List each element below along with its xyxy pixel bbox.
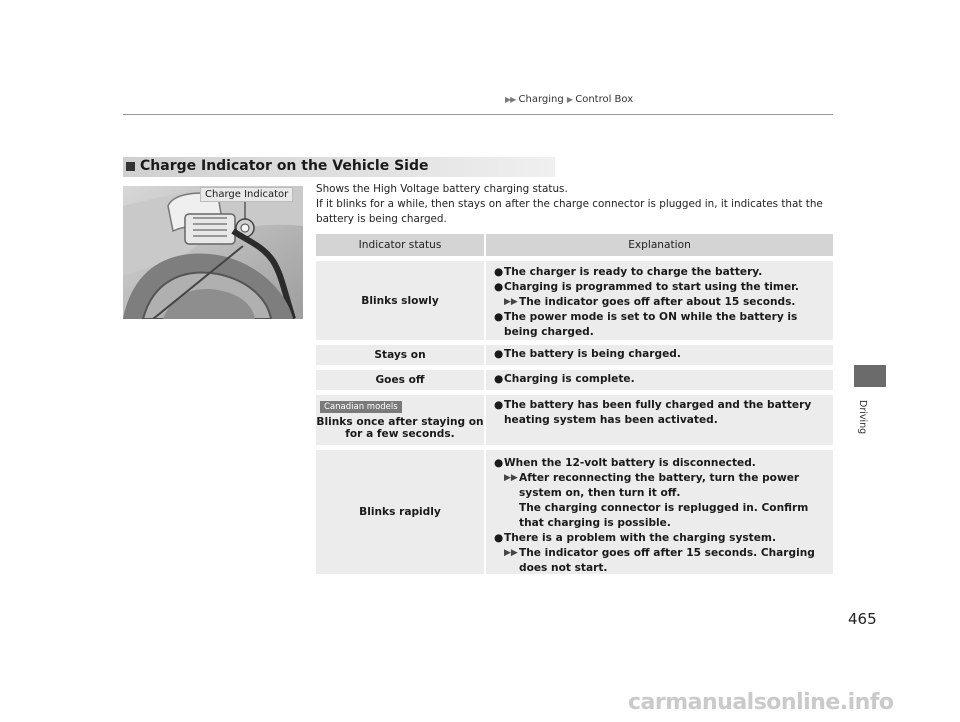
section-heading xyxy=(123,157,555,177)
row-status: Blinks slowly xyxy=(316,261,486,340)
sub-item-text: The indicator goes off after about 15 seconds. xyxy=(519,296,796,308)
arrow-icon: ▶▶ xyxy=(504,473,518,483)
header-indicator-status: Indicator status xyxy=(316,234,486,256)
bullet-icon: ● xyxy=(494,457,504,469)
item-text: The battery has been fully charged and the battery heating system has been activated. xyxy=(504,399,812,426)
table-row xyxy=(316,370,833,390)
sub-item xyxy=(494,471,827,501)
chapter-tab xyxy=(854,365,886,387)
arrow-icon: ▶▶ xyxy=(504,548,518,558)
row-explanation xyxy=(486,395,833,445)
row-status: Goes off xyxy=(316,370,486,390)
charge-port-illustration xyxy=(123,186,303,319)
chapter-label-text: Driving xyxy=(857,400,868,435)
header-rule xyxy=(123,114,833,115)
list-item xyxy=(494,456,827,471)
row-status: Blinks once after staying on for a few seconds. xyxy=(316,416,484,440)
sub-item-text: The indicator goes off after 15 seconds. Charging does not start. xyxy=(519,547,815,574)
item-text: The battery is being charged. xyxy=(504,348,681,360)
intro-text xyxy=(316,182,836,227)
row-explanation xyxy=(486,345,833,365)
table-row xyxy=(316,395,833,445)
item-text: There is a problem with the charging system. xyxy=(504,532,776,544)
bullet-icon: ● xyxy=(494,373,504,385)
section-square-icon xyxy=(126,162,135,171)
item-text: The charger is ready to charge the battery. xyxy=(504,266,763,278)
intro-line-2: If it blinks for a while, then stays on after the charge connector is plugged in, it indicates that the battery is being charged. xyxy=(316,198,823,225)
charge-port-photo xyxy=(123,186,303,319)
bullet-icon: ● xyxy=(494,532,504,544)
list-item xyxy=(494,310,827,340)
bullet-icon: ● xyxy=(494,348,504,360)
sub-item xyxy=(494,546,827,576)
breadcrumb-item-charging[interactable]: Charging xyxy=(518,94,564,105)
item-text: Charging is programmed to start using the timer. xyxy=(504,281,799,293)
indicator-table xyxy=(316,234,833,574)
list-item xyxy=(494,347,827,362)
sub-item-continuation: The charging connector is replugged in. Confirm that charging is possible. xyxy=(519,502,809,529)
section-title: Charge Indicator on the Vehicle Side xyxy=(140,158,429,174)
list-item xyxy=(494,398,827,428)
item-text: When the 12-volt battery is disconnected. xyxy=(504,457,756,469)
table-header-row xyxy=(316,234,833,256)
intro-line-1: Shows the High Voltage battery charging status. xyxy=(316,183,568,195)
item-text: The power mode is set to ON while the battery is being charged. xyxy=(504,311,798,338)
row-explanation xyxy=(486,261,833,340)
chapter-label xyxy=(848,400,888,440)
photo-callout-label: Charge Indicator xyxy=(200,187,293,202)
list-item xyxy=(494,372,827,387)
breadcrumb-item-control-box[interactable]: Control Box xyxy=(575,94,634,105)
list-item xyxy=(494,265,827,280)
bullet-icon: ● xyxy=(494,266,504,278)
row-explanation xyxy=(486,370,833,390)
table-row xyxy=(316,345,833,365)
list-item xyxy=(494,280,827,295)
list-item xyxy=(494,531,827,546)
arrow-icon: ▶▶ xyxy=(504,297,518,307)
region-badge: Canadian models xyxy=(320,401,402,413)
breadcrumb xyxy=(505,94,633,105)
page-number: 465 xyxy=(848,610,877,628)
sub-item-text: After reconnecting the battery, turn the power system on, then turn it off. xyxy=(519,472,800,499)
item-text: Charging is complete. xyxy=(504,373,635,385)
bullet-icon: ● xyxy=(494,311,504,323)
breadcrumb-arrow-icon: ▶▶ xyxy=(505,95,516,104)
sub-item xyxy=(494,295,827,310)
row-status-cell xyxy=(316,395,486,445)
row-status: Stays on xyxy=(316,345,486,365)
table-row xyxy=(316,261,833,340)
watermark: carmanualsonline.info xyxy=(628,690,894,715)
bullet-icon: ● xyxy=(494,281,504,293)
row-status: Blinks rapidly xyxy=(316,450,486,574)
breadcrumb-arrow-icon: ▶ xyxy=(566,95,573,104)
header-explanation: Explanation xyxy=(628,239,691,251)
table-row xyxy=(316,450,833,574)
row-explanation xyxy=(486,450,833,574)
bullet-icon: ● xyxy=(494,399,504,411)
